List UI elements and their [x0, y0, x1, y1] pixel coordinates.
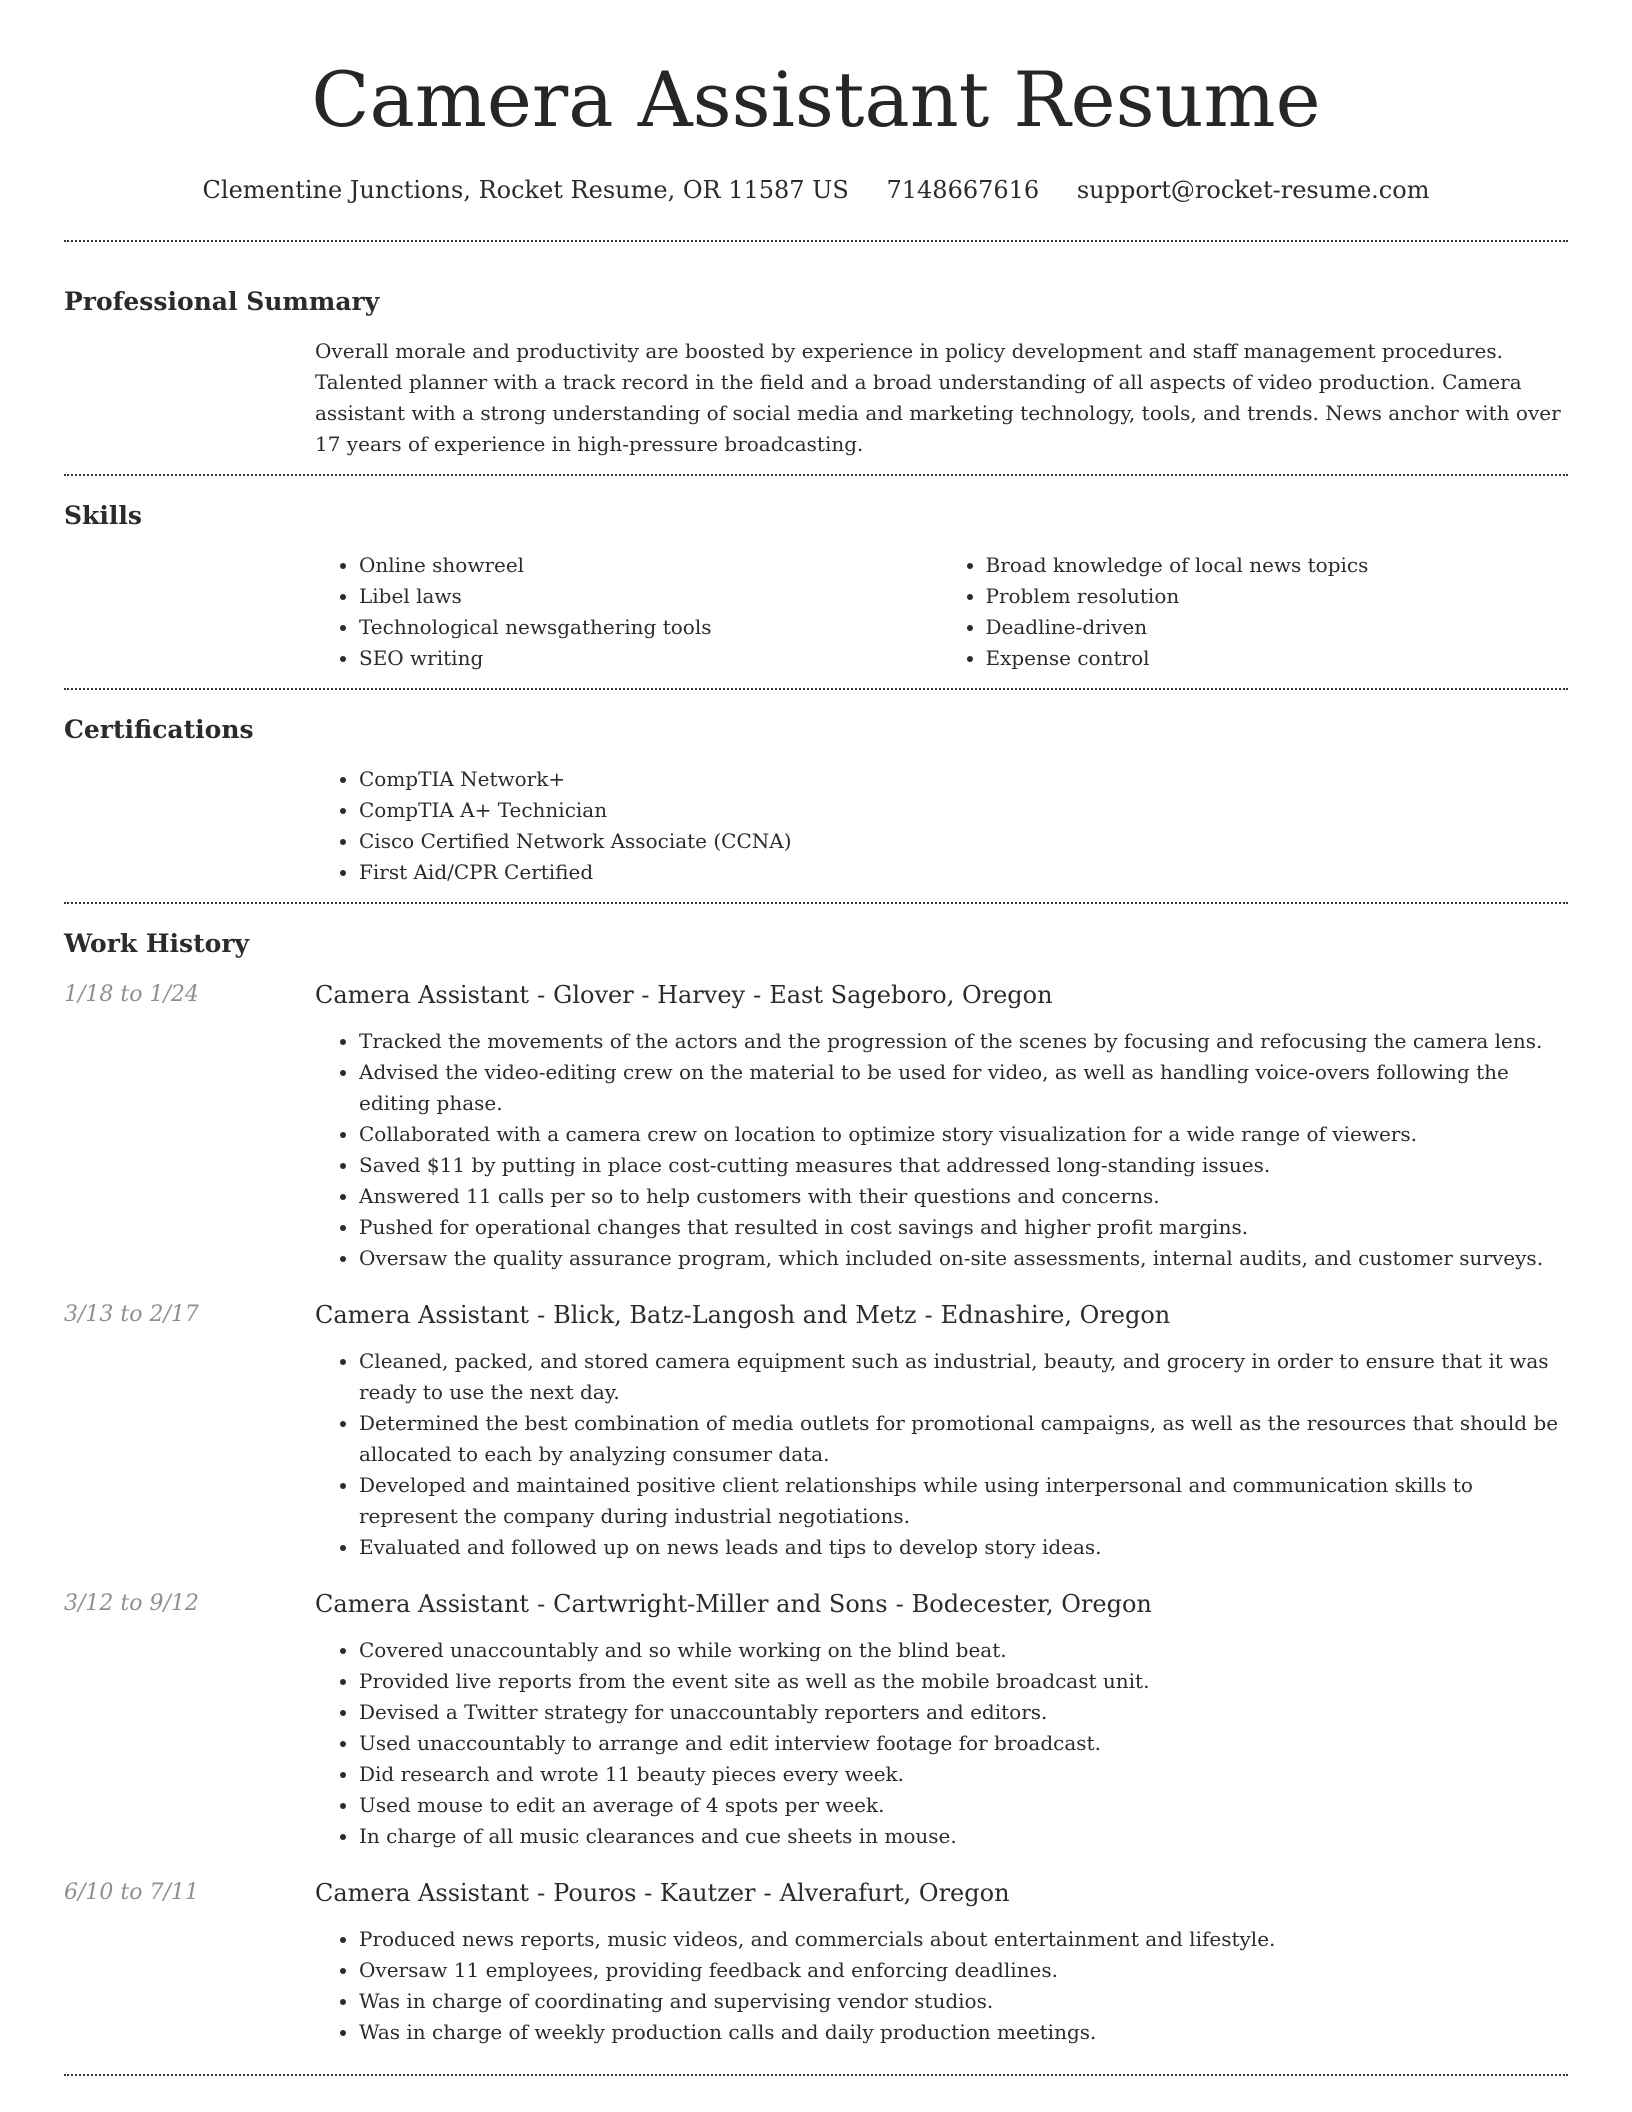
skill-item: • Expense control: [986, 643, 1569, 674]
job-bullet: • Did research and wrote 11 beauty pieces every week.: [359, 1759, 1568, 1790]
skills-section: [64, 476, 1568, 688]
job-entry: [64, 1298, 1568, 1563]
job-dates: 3/12 to 9/12: [64, 1591, 199, 1616]
job-location: Bodecester, Oregon: [911, 1590, 1152, 1618]
job-bullets: [315, 1026, 1568, 1274]
skills-heading: Skills: [64, 501, 142, 530]
job-bullet: • In charge of all music clearances and cue sheets in mouse.: [359, 1821, 1568, 1852]
job-details: [315, 1298, 1568, 1563]
job-heading: Camera Assistant - Cartwright-Miller and Sons - Bodecester, Oregon: [315, 1590, 1152, 1618]
skill-item: • Technological newsgathering tools: [359, 612, 942, 643]
contact-line: [64, 174, 1568, 206]
job-bullet: • Evaluated and followed up on news leads and tips to develop story ideas.: [359, 1532, 1568, 1563]
job-details: [315, 1587, 1568, 1852]
work-history-heading: Work History: [64, 929, 250, 958]
job-title: Camera Assistant: [315, 1879, 530, 1907]
job-heading: Camera Assistant - Blick, Batz-Langosh and Metz - Ednashire, Oregon: [315, 1301, 1171, 1329]
skill-item: • Problem resolution: [986, 581, 1569, 612]
summary-text: Overall morale and productivity are boosted by experience in policy development and staff management procedures. Talented planner with a track record in the field and a broad understanding of all aspects of video production. Camera assistant with a strong understanding of social media and marketing technology, tools, and trends. News anchor with over 17 years of experience in high-pressure broadcasting.: [315, 339, 1561, 456]
job-bullet: • Used mouse to edit an average of 4 spots per week.: [359, 1790, 1568, 1821]
job-bullets: [315, 1346, 1568, 1563]
job-bullet: • Answered 11 calls per so to help customers with their questions and concerns.: [359, 1181, 1568, 1212]
job-location: Alverafurt, Oregon: [779, 1879, 1010, 1907]
certification-item: • CompTIA A+ Technician: [359, 795, 1568, 826]
skill-item: • Libel laws: [359, 581, 942, 612]
summary-section: [64, 242, 1568, 474]
certifications-list: [315, 764, 1568, 888]
work-history-section: [64, 904, 1568, 2062]
job-dates: 6/10 to 7/11: [64, 1880, 199, 1905]
skill-item: • Broad knowledge of local news topics: [986, 550, 1569, 581]
job-bullets: [315, 1635, 1568, 1852]
job-bullet: • Oversaw the quality assurance program, which included on-site assessments, internal audits, and customer surveys.: [359, 1243, 1568, 1274]
certification-item: • CompTIA Network+: [359, 764, 1568, 795]
certifications-section: [64, 690, 1568, 902]
job-heading: Camera Assistant - Pouros - Kautzer - Alverafurt, Oregon: [315, 1879, 1010, 1907]
job-location: East Sageboro, Oregon: [769, 981, 1053, 1009]
resume-title: Camera Assistant Resume: [311, 55, 1321, 144]
job-bullet: • Cleaned, packed, and stored camera equipment such as industrial, beauty, and grocery in order to ensure that it was ready to use the next day.: [359, 1346, 1568, 1408]
job-bullet: • Oversaw 11 employees, providing feedback and enforcing deadlines.: [359, 1955, 1568, 1986]
skill-item: • Deadline-driven: [986, 612, 1569, 643]
job-title: Camera Assistant: [315, 1590, 530, 1618]
skills-grid: [315, 550, 1568, 674]
job-entry: [64, 1876, 1568, 2048]
job-bullet: • Developed and maintained positive client relationships while using interpersonal and communication skills to represent the company during industrial negotiations.: [359, 1470, 1568, 1532]
job-company: Pouros - Kautzer: [553, 1879, 756, 1907]
certifications-heading: Certifications: [64, 715, 254, 744]
job-company: Cartwright-Miller and Sons: [553, 1590, 888, 1618]
job-bullet: • Saved $11 by putting in place cost-cutting measures that addressed long-standing issues.: [359, 1150, 1568, 1181]
job-bullet: • Was in charge of weekly production calls and daily production meetings.: [359, 2017, 1568, 2048]
job-bullet: • Produced news reports, music videos, and commercials about entertainment and lifestyle.: [359, 1924, 1568, 1955]
job-company: Blick, Batz-Langosh and Metz: [553, 1301, 917, 1329]
job-bullet: • Devised a Twitter strategy for unaccountably reporters and editors.: [359, 1697, 1568, 1728]
job-title: Camera Assistant: [315, 981, 530, 1009]
job-bullet: • Pushed for operational changes that resulted in cost savings and higher profit margins.: [359, 1212, 1568, 1243]
job-bullet: • Tracked the movements of the actors and the progression of the scenes by focusing and refocusing the camera lens.: [359, 1026, 1568, 1057]
job-bullet: • Was in charge of coordinating and supervising vendor studios.: [359, 1986, 1568, 2017]
contact-phone: 7148667616: [886, 176, 1040, 204]
certification-item: • Cisco Certified Network Associate (CCNA): [359, 826, 1568, 857]
job-bullets: [315, 1924, 1568, 2048]
job-dates: 1/18 to 1/24: [64, 982, 199, 1007]
job-details: [315, 1876, 1568, 2048]
section-divider: [64, 2074, 1568, 2076]
certifications-body: [315, 764, 1568, 888]
job-company: Glover - Harvey: [553, 981, 746, 1009]
job-bullet: • Used unaccountably to arrange and edit interview footage for broadcast.: [359, 1728, 1568, 1759]
resume-header: [64, 0, 1568, 206]
job-bullet: • Collaborated with a camera crew on location to optimize story visualization for a wide range of viewers.: [359, 1119, 1568, 1150]
skill-item: • SEO writing: [359, 643, 942, 674]
job-heading: Camera Assistant - Glover - Harvey - East Sageboro, Oregon: [315, 981, 1053, 1009]
summary-heading: Professional Summary: [64, 287, 380, 316]
contact-email: support@rocket-resume.com: [1076, 176, 1430, 204]
certification-item: • First Aid/CPR Certified: [359, 857, 1568, 888]
job-title: Camera Assistant: [315, 1301, 530, 1329]
job-location: Ednashire, Oregon: [940, 1301, 1171, 1329]
job-entry: [64, 978, 1568, 1274]
skills-list-right: [942, 550, 1569, 674]
job-bullet: • Determined the best combination of media outlets for promotional campaigns, as well as the resources that should be allocated to each by analyzing consumer data.: [359, 1408, 1568, 1470]
job-bullet: • Covered unaccountably and so while working on the blind beat.: [359, 1635, 1568, 1666]
contact-address: Clementine Junctions, Rocket Resume, OR 11587 US: [202, 176, 849, 204]
job-bullet: • Provided live reports from the event site as well as the mobile broadcast unit.: [359, 1666, 1568, 1697]
job-details: [315, 978, 1568, 1274]
skill-item: • Online showreel: [359, 550, 942, 581]
job-entry: [64, 1587, 1568, 1852]
skills-list-left: [315, 550, 942, 674]
job-bullet: • Advised the video-editing crew on the material to be used for video, as well as handling voice-overs following the editing phase.: [359, 1057, 1568, 1119]
job-dates: 3/13 to 2/17: [64, 1302, 199, 1327]
